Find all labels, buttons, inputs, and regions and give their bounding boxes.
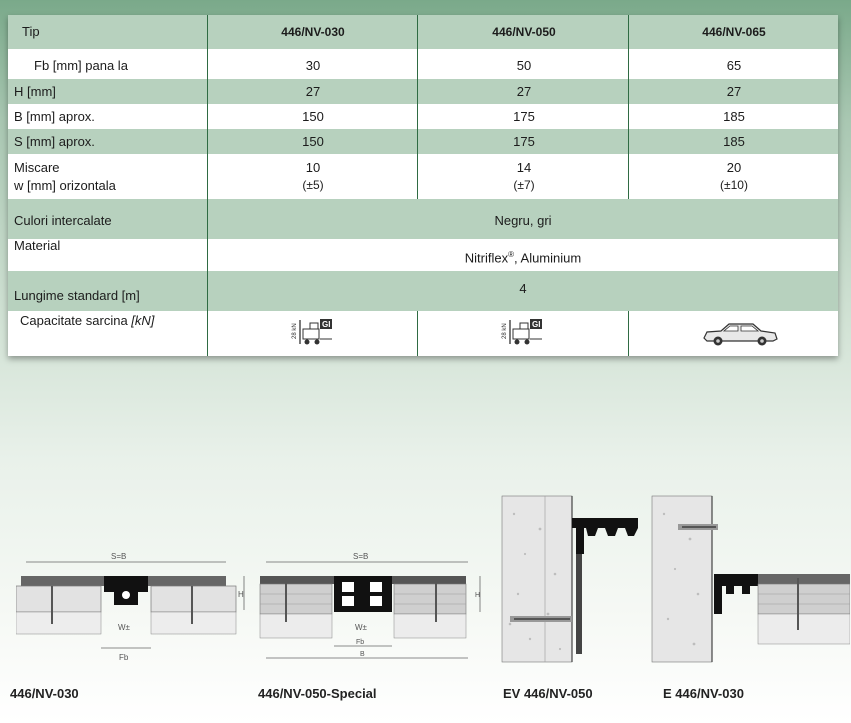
material-name: Nitriflex [464,250,509,266]
row-label-line: w [mm] orizontala [14,178,116,193]
row-label [14,160,116,193]
w-dimension-label: W± [355,623,367,632]
row-label: Lungime standard [m] [14,288,140,303]
row-value: 50 [516,58,532,73]
movement-value: 20 [726,160,742,175]
h-dimension-label: H [238,590,244,599]
specification-table [8,15,838,356]
profile-drawing-446-nv-030 [16,550,256,668]
s-dimension-label: S=B [353,552,369,561]
forklift-icon [498,317,550,347]
row-value: 185 [723,134,745,149]
svg-text:GI: GI [322,320,331,329]
row-span-value [208,239,838,271]
caption-e-446-nv-030: E 446/NV-030 [663,686,744,701]
column-divider [628,15,629,199]
forklift-icon [288,317,340,347]
registered-mark: ® [508,250,515,259]
load-unit: [kN] [131,313,155,328]
svg-text:28 kN: 28 kN [502,323,508,339]
fb-dimension-label: Fb [356,639,365,646]
header-col-2: 446/NV-050 [492,25,556,39]
column-divider [417,311,418,356]
row-value: 65 [726,58,742,73]
header-col-3: 446/NV-065 [702,25,766,39]
table-row [8,271,838,311]
header-col-1: 446/NV-030 [281,25,345,39]
row-value: 27 [516,84,532,99]
row-value: 150 [302,109,324,124]
table-row [8,311,838,356]
row-label: S [mm] aprox. [14,134,95,149]
row-value: 27 [305,84,321,99]
h-dimension-label: H [475,592,481,599]
profile-drawing-e-446-nv-030 [650,494,850,666]
movement-tolerance: (±10) [720,178,748,192]
table-row [8,154,838,199]
profile-drawing-ev-446-nv-050 [500,494,642,664]
w-dimension-label: W± [118,623,130,632]
column-divider [207,15,208,356]
movement-tolerance: (±5) [302,178,324,192]
header-label: Tip [22,24,40,39]
row-value: 150 [302,134,324,149]
profile-drawing-446-nv-050-special [258,550,488,668]
row-value: 175 [513,109,535,124]
movement-value: 10 [305,160,321,175]
car-icon [701,321,779,347]
movement-value: 14 [516,160,532,175]
column-divider [417,15,418,199]
row-label: Culori intercalate [14,213,112,228]
svg-text:GI: GI [532,320,541,329]
table-row [8,199,838,239]
table-row [8,239,838,271]
row-label: Fb [mm] pana la [34,58,128,73]
s-dimension-label: S=B [111,552,127,561]
table-row [8,129,838,154]
row-label-line: Miscare [14,160,60,175]
svg-text:28 kN: 28 kN [292,323,298,339]
load-label: Capacitate sarcina [20,313,132,328]
row-value: 185 [723,109,745,124]
b-dimension-label: B [360,651,365,658]
row-label [20,313,154,358]
row-value [419,160,629,192]
row-label: B [mm] aprox. [14,109,95,124]
row-value [208,160,418,192]
table-header-row [8,15,838,49]
caption-ev-446-nv-050: EV 446/NV-050 [503,686,593,701]
caption-446-nv-030: 446/NV-030 [10,686,79,701]
row-value [630,160,838,192]
row-value: 175 [513,134,535,149]
caption-446-nv-050-special: 446/NV-050-Special [258,686,377,701]
row-value: 30 [305,58,321,73]
movement-tolerance: (±7) [513,178,535,192]
table-row [8,79,838,104]
row-value: 27 [726,84,742,99]
table-row [8,49,838,79]
row-label: Material [14,238,61,253]
row-label: H [mm] [14,84,56,99]
row-span-value: Negru, gri [494,213,552,228]
material-rest: , Aluminium [514,250,582,266]
table-row [8,104,838,129]
row-span-value: 4 [519,281,527,296]
column-divider [628,311,629,356]
fb-dimension-label: Fb [119,653,129,662]
